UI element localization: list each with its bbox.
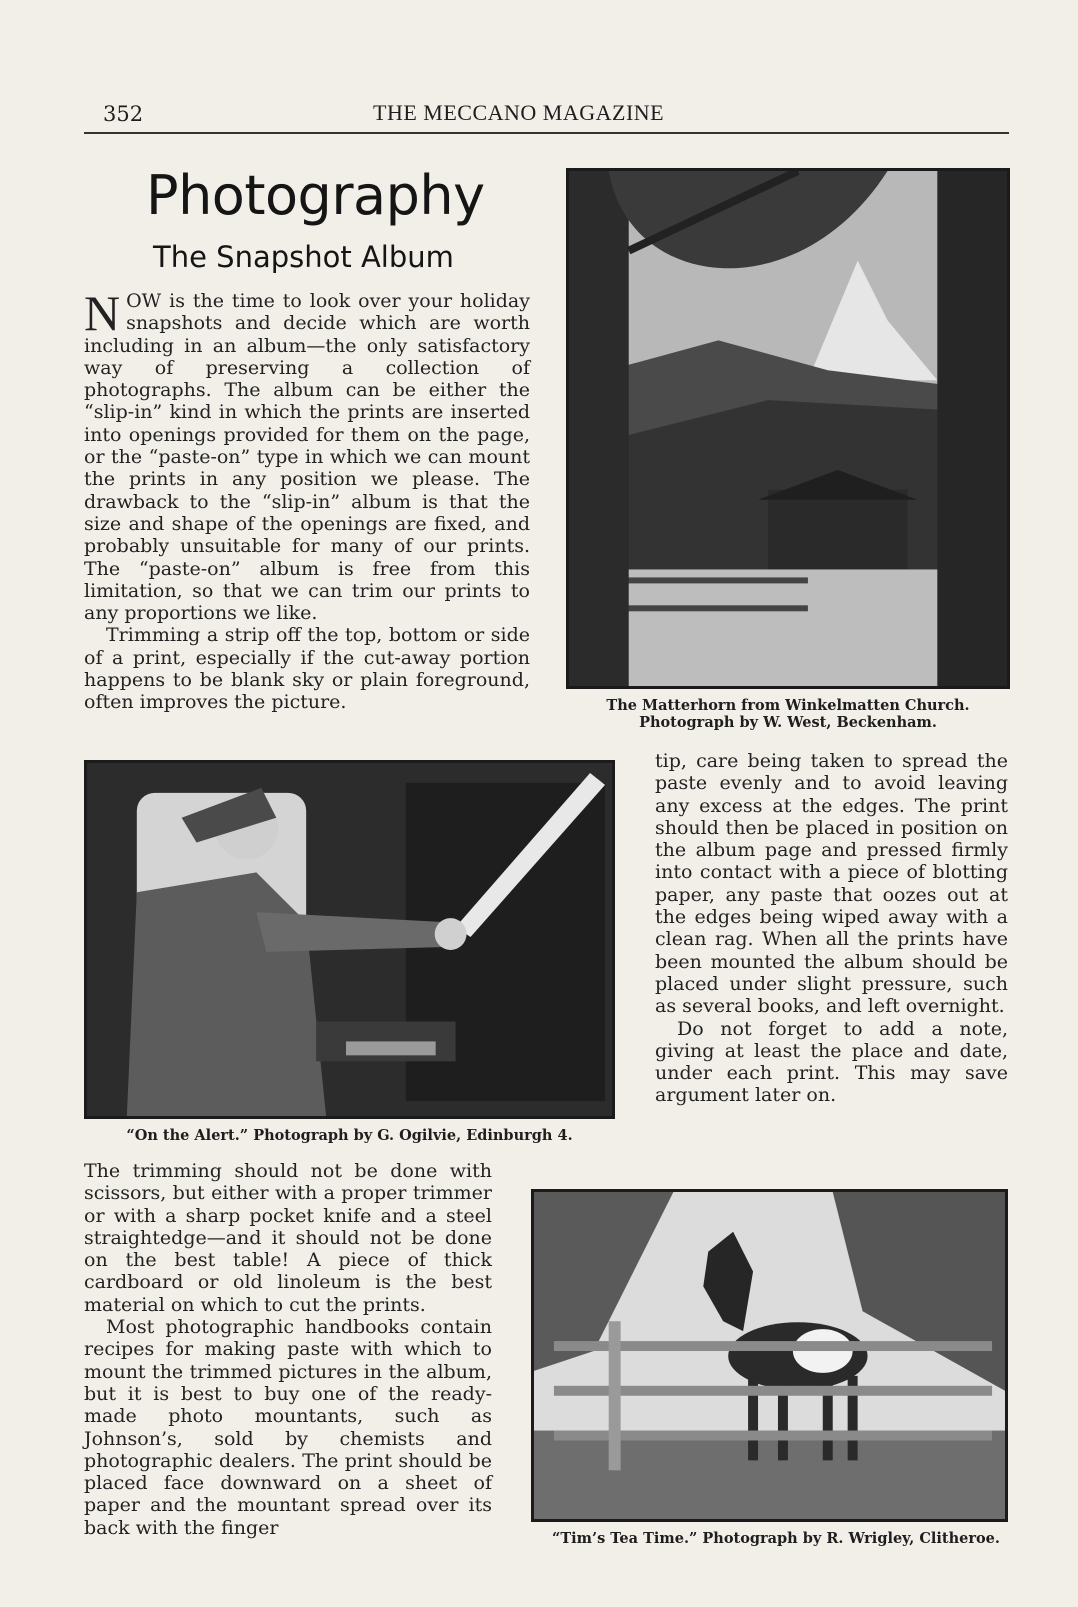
paragraph-2: Trimming a strip off the top, bottom or side of a print, especially if the cut-away portion happens to be blank sky or plain foreground, often improves the picture. (84, 624, 530, 714)
paragraph-3-continued: tip, care being taken to spread the paste evenly and to avoid leaving any excess at the edges. The print should then be placed in position on the album page and pressed firmly into contact with a piece of blotting paper, any paste that oozes out at the edges being wiped away with a clean rag. When all the prints have been mounted the album should be placed under slight pressure, such as several books, and left overnight. (655, 750, 1008, 1018)
article-subtitle: The Snapshot Album (153, 240, 454, 274)
tims-tea-time-caption: “Tim’s Tea Time.” Photograph by R. Wrigley, Clitheroe. (552, 1530, 1000, 1547)
paragraph-1 (84, 285, 530, 625)
on-the-alert-photo (84, 760, 615, 1119)
on-the-alert-caption: “On the Alert.” Photograph by G. Ogilvie, Edinburgh 4. (126, 1127, 573, 1144)
header-rule (84, 132, 1009, 134)
paragraph-4: Do not forget to add a note, giving at least the place and date, under each print. This may save argument later on. (655, 1017, 1008, 1107)
paragraph-1-text: OW is the time to look over your holiday snapshots and decide which are worth including in an album—the only satisfactory way of preserving a collection of photographs. The album can be either the “slip-in” kind in which the prints are inserted into openings provided for them on the page, or the “paste-on” type in which we can mount the prints in any position we please. The drawback to the “slip-in” album is that the size and shape of the openings are fixed, and probably unsuitable for many of our prints. The “paste-on” album is free from this limitation, so that we can trim our prints to any proportions we like. (84, 290, 530, 625)
text-column-right (655, 750, 1008, 1107)
article-title: Photography (146, 164, 485, 227)
running-head: THE MECCANO MAGAZINE (373, 100, 665, 125)
matterhorn-photo (566, 168, 1010, 689)
text-column-left-bottom (84, 1160, 492, 1539)
paragraph-3: Most photographic handbooks contain recipes for making paste with which to mount the trimmed pictures in the album, but it is best to buy one of the ready-made photo mountants, such as Johnson’s, sold by chemists and photographic dealers. The print should be placed face downward on a sheet of paper and the mountant spread over its back with the finger (84, 1316, 492, 1539)
tims-tea-time-photo (531, 1189, 1008, 1522)
matterhorn-caption: The Matterhorn from Winkelmatten Church. Photograph by W. West, Beckenham. (606, 697, 970, 731)
page-number: 352 (103, 102, 144, 126)
drop-cap: N (84, 285, 121, 341)
text-column-left-top (84, 285, 530, 714)
paragraph-2-continued: The trimming should not be done with scissors, but either with a proper trimmer or with a sharp pocket knife and a steel straightedge—and it should not be done on the best table! A piece of thick cardboard or old linoleum is the best material on which to cut the prints. (84, 1160, 492, 1316)
